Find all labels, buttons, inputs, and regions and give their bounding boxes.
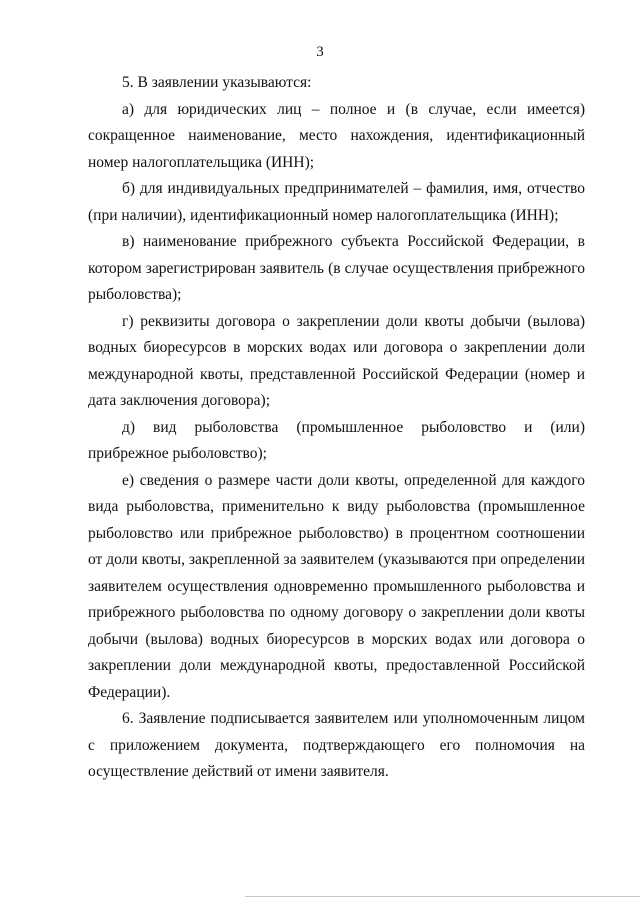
paragraph-5b: б) для индивидуальных предпринимателей – фамилия, имя, отчество (при наличии), идентификационный номер налогоплательщика (ИНН); [88,180,585,224]
paragraph-5g: г) реквизиты договора о закреплении доли квоты добычи (вылова) водных биоресурсов в морских водах или договора о закреплении доли международной квоты, представленной Российской Федерации (номер и дата заключения договора); [88,312,585,409]
paragraph-5v: в) наименование прибрежного субъекта Российской Федерации, в котором зарегистрирован заявитель (в случае осуществления прибрежного рыболовства); [88,233,585,303]
paragraph-5e: е) сведения о размере части доли квоты, определенной для каждого вида рыболовства, применительно к виду рыболовства (промышленное рыболовство или прибрежное рыболовство) в процентном соотношении от доли квоты, закрепленной за заявителем (указываются при определении заявителем осуществления одновременно промышленного рыболовства и прибрежного рыболовства по одному договору о закреплении доли квоты добычи (вылова) водных биоресурсов в морских водах или договора о закреплении доли международной квоты, предоставленной Российской Федерации). [88,471,585,701]
paragraph-5a: а) для юридических лиц – полное и (в случае, если имеется) сокращенное наименование, место нахождения, идентификационный номер налогоплательщика (ИНН); [88,100,585,171]
paragraph-5-intro: 5. В заявлении указываются: [122,74,312,91]
document-body [88,70,585,786]
paragraph-5d: д) вид рыболовства (промышленное рыболовство и (или) прибрежное рыболовство); [88,418,585,462]
page-bottom-rule [245,896,640,897]
paragraph-6: 6. Заявление подписывается заявителем или уполномоченным лицом с приложением документа, подтверждающего его полномочия на осуществление действий от имени заявителя. [88,710,585,780]
page-number: 3 [316,44,324,60]
